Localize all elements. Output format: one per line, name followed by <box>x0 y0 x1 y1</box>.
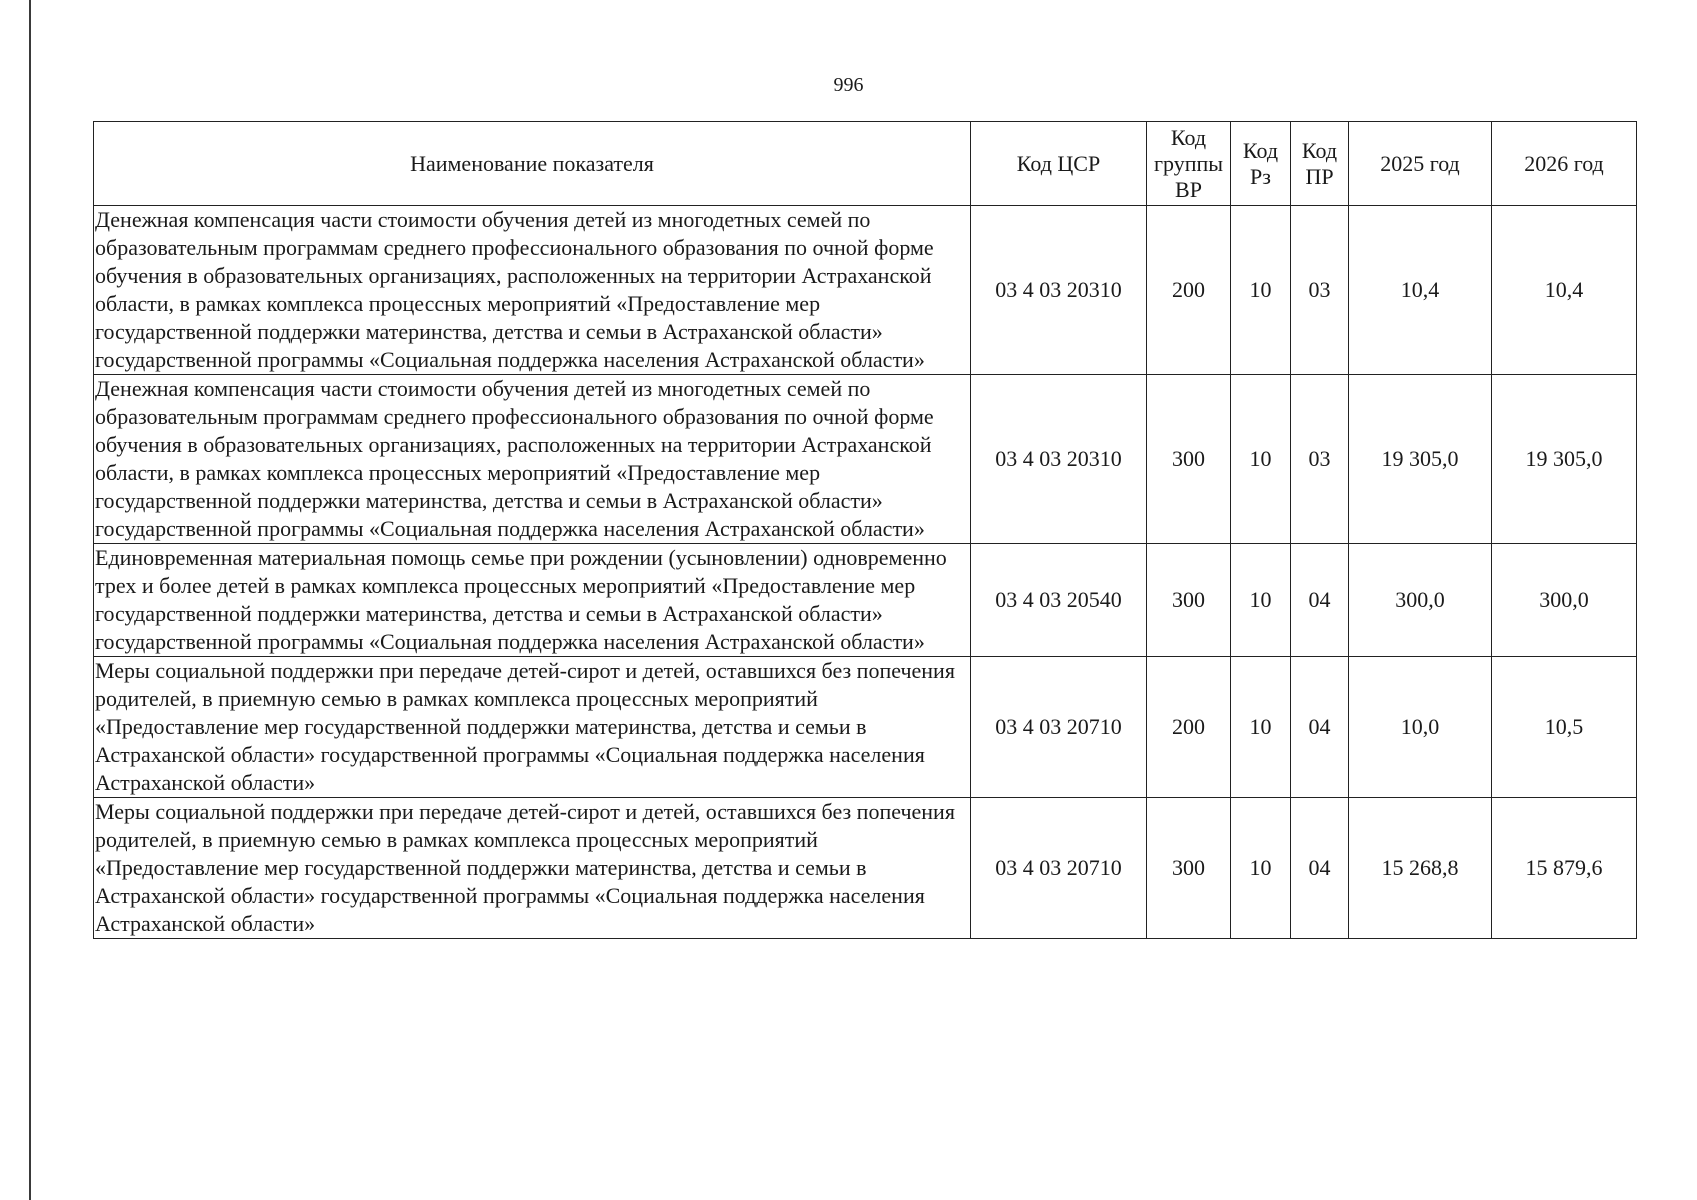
page-number: 996 <box>833 74 864 96</box>
header-rz: Код Рз <box>1231 122 1291 206</box>
row-vr: 200 <box>1147 206 1231 375</box>
row-2026: 300,0 <box>1492 544 1637 657</box>
row-pr: 04 <box>1291 657 1349 798</box>
scan-edge-line <box>29 0 31 1200</box>
row-name: Денежная компенсация части стоимости обучения детей из многодетных семей по образовательным программам среднего профессионального образования по очной форме обучения в образовательных организациях, расположенных на территории Астраханской области, в рамках комплекса процессных мероприятий «Предоставление мер государственной поддержки материнства, детства и семьи в Астраханской области» государственной программы «Социальная поддержка населения Астраханской области» <box>94 375 971 544</box>
row-2025: 10,0 <box>1349 657 1492 798</box>
table-row <box>94 798 1637 939</box>
header-csr: Код ЦСР <box>971 122 1147 206</box>
header-2026: 2026 год <box>1492 122 1637 206</box>
row-pr: 03 <box>1291 206 1349 375</box>
row-name: Меры социальной поддержки при передаче детей-сирот и детей, оставшихся без попечения родителей, в приемную семью в рамках комплекса процессных мероприятий «Предоставление мер государственной поддержки материнства, детства и семьи в Астраханской области» государственной программы «Социальная поддержка населения Астраханской области» <box>94 798 971 939</box>
row-vr: 300 <box>1147 544 1231 657</box>
row-name: Меры социальной поддержки при передаче детей-сирот и детей, оставшихся без попечения родителей, в приемную семью в рамках комплекса процессных мероприятий «Предоставление мер государственной поддержки материнства, детства и семьи в Астраханской области» государственной программы «Социальная поддержка населения Астраханской области» <box>94 657 971 798</box>
row-pr: 04 <box>1291 544 1349 657</box>
header-name: Наименование показателя <box>94 122 971 206</box>
row-name: Денежная компенсация части стоимости обучения детей из многодетных семей по образовательным программам среднего профессионального образования по очной форме обучения в образовательных организациях, расположенных на территории Астраханской области, в рамках комплекса процессных мероприятий «Предоставление мер государственной поддержки материнства, детства и семьи в Астраханской области» государственной программы «Социальная поддержка населения Астраханской области» <box>94 206 971 375</box>
table-row <box>94 375 1637 544</box>
row-csr: 03 4 03 20310 <box>971 206 1147 375</box>
row-2025: 15 268,8 <box>1349 798 1492 939</box>
row-2026: 10,5 <box>1492 657 1637 798</box>
header-2025: 2025 год <box>1349 122 1492 206</box>
row-pr: 04 <box>1291 798 1349 939</box>
row-2025: 10,4 <box>1349 206 1492 375</box>
row-rz: 10 <box>1231 375 1291 544</box>
row-pr: 03 <box>1291 375 1349 544</box>
row-2026: 19 305,0 <box>1492 375 1637 544</box>
table-header-row <box>94 122 1637 206</box>
table-row <box>94 206 1637 375</box>
table-row <box>94 657 1637 798</box>
row-vr: 300 <box>1147 375 1231 544</box>
row-rz: 10 <box>1231 657 1291 798</box>
row-2025: 300,0 <box>1349 544 1492 657</box>
row-vr: 200 <box>1147 657 1231 798</box>
row-csr: 03 4 03 20710 <box>971 798 1147 939</box>
budget-table <box>93 121 1637 939</box>
header-pr: Код ПР <box>1291 122 1349 206</box>
row-csr: 03 4 03 20310 <box>971 375 1147 544</box>
table-row <box>94 544 1637 657</box>
row-2025: 19 305,0 <box>1349 375 1492 544</box>
row-rz: 10 <box>1231 544 1291 657</box>
row-2026: 10,4 <box>1492 206 1637 375</box>
row-vr: 300 <box>1147 798 1231 939</box>
header-vr: Код группы ВР <box>1147 122 1231 206</box>
row-rz: 10 <box>1231 798 1291 939</box>
row-rz: 10 <box>1231 206 1291 375</box>
row-name: Единовременная материальная помощь семье при рождении (усыновлении) одновременно трех и более детей в рамках комплекса процессных мероприятий «Предоставление мер государственной поддержки материнства, детства и семьи в Астраханской области» государственной программы «Социальная поддержка населения Астраханской области» <box>94 544 971 657</box>
row-csr: 03 4 03 20540 <box>971 544 1147 657</box>
row-2026: 15 879,6 <box>1492 798 1637 939</box>
row-csr: 03 4 03 20710 <box>971 657 1147 798</box>
